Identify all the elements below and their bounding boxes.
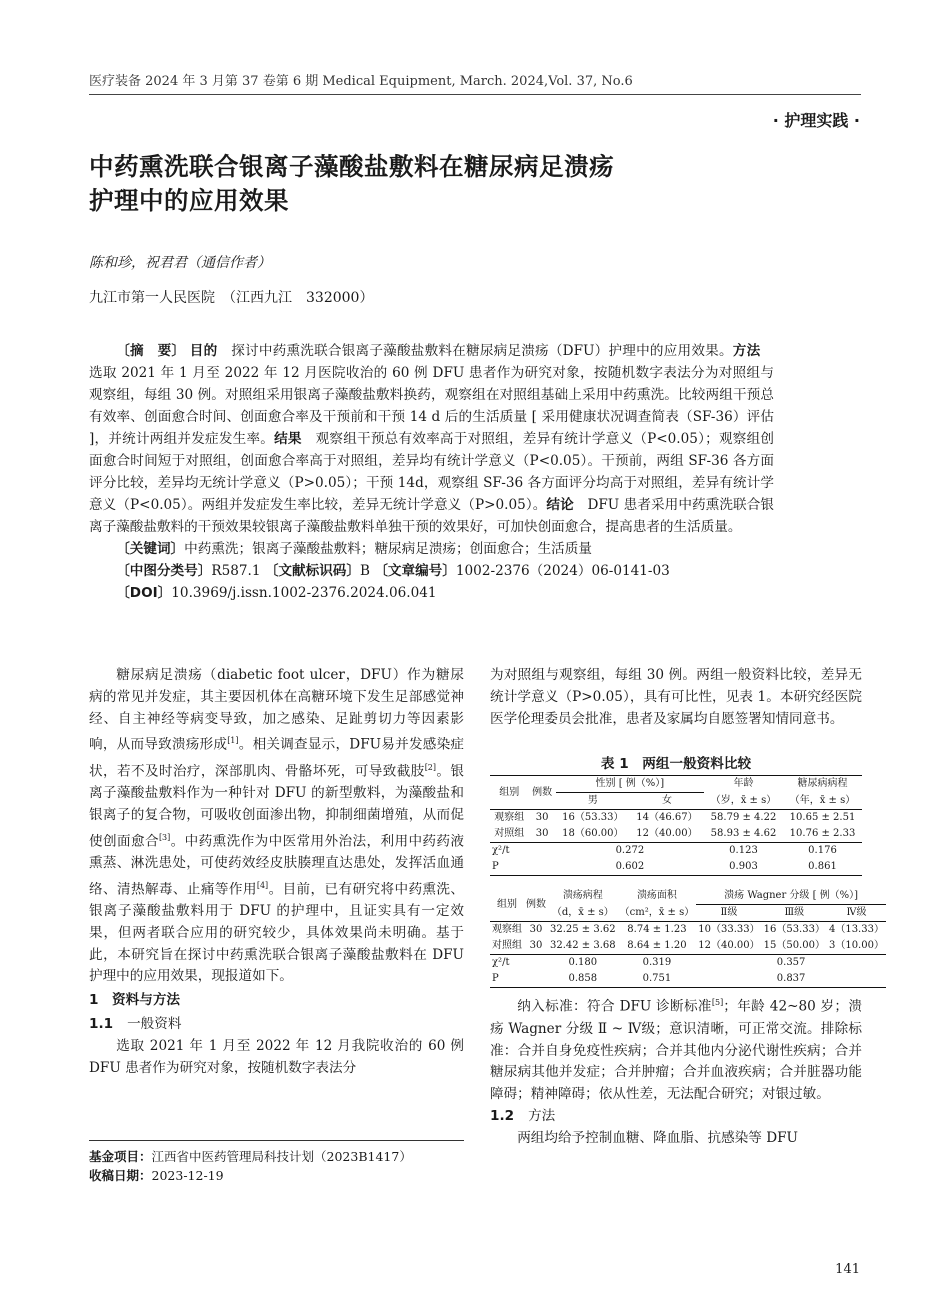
cell: 0.357: [776, 957, 806, 968]
cell: 4（13.33）: [828, 924, 884, 935]
affiliation: 九江市第一人民医院 （江西九江 332000）: [89, 290, 374, 306]
ref-1: [1]: [227, 736, 239, 746]
cell: 58.93 ± 4.62: [710, 828, 777, 839]
th-ulcer-course-unit: （d，x̄ ± s）: [551, 906, 614, 918]
cell: 对照组: [492, 940, 522, 951]
table-row: [490, 843, 862, 860]
ref-2: [2]: [424, 762, 437, 772]
table-1-part-2: [490, 888, 886, 988]
cell: 观察组: [494, 812, 525, 823]
funding-line: [89, 1147, 464, 1166]
th-wagner: 溃疡 Wagner 分级 [ 例（%）]: [696, 888, 886, 905]
table-row: [490, 922, 886, 939]
heading-1-1: [89, 1014, 464, 1036]
keywords-label: 〔关键词〕: [116, 541, 185, 557]
heading-1-2-num: 1.2: [490, 1107, 515, 1124]
funding: 江西省中医药管理局科技计划（2023B1417）: [151, 1149, 412, 1164]
cell: 8.64 ± 1.20: [627, 940, 687, 951]
abstract: [89, 340, 774, 604]
th-grade-4: Ⅳ级: [846, 907, 867, 918]
cell: 0.837: [776, 973, 806, 984]
cell: χ²/t: [492, 845, 510, 856]
intro-text-1: 糖尿病足溃疡（diabetic foot ulcer，DFU）作为糖尿病的常见并发症，其主要因机体在高糖环境下发生足部感觉神经、自主神经等病变导致，加之感染、足趾剪切力等因素影响，从而导致溃疡形成: [89, 667, 464, 753]
heading-1-2: [490, 1106, 862, 1128]
section-1-1-paragraph: 选取 2021 年 1 月至 2022 年 12 月我院收治的 60 例 DFU 患者作为研究对象，按随机数字表法分: [89, 1037, 464, 1076]
cell: 对照组: [494, 828, 525, 839]
th-ulcer-area: 溃疡面积: [636, 890, 677, 902]
cell: 0.751: [642, 973, 672, 984]
abstract-objective: 探讨中药熏洗联合银离子藻酸盐敷料在糖尿病足溃疡（DFU）护理中的应用效果。: [217, 343, 733, 359]
table-row: [490, 938, 886, 955]
ref-4: [4]: [256, 880, 269, 890]
th-count: 例数: [529, 776, 556, 810]
cell: 12（40.00）: [698, 940, 760, 951]
cell: P: [492, 861, 499, 872]
footnote: [89, 1140, 464, 1185]
cell: χ²/t: [492, 957, 510, 968]
cell: 30: [535, 812, 549, 823]
heading-1-2-text: 方法: [528, 1107, 556, 1124]
table-1-part-1: [490, 775, 862, 876]
artno: 1002-2376（2024）06-0141-03: [455, 563, 670, 579]
cell: 30: [535, 828, 549, 839]
section-tag: · 护理实践 ·: [772, 111, 860, 130]
title-line-2: 护理中的应用效果: [89, 186, 289, 215]
abstract-label: 〔摘 要〕: [116, 343, 186, 359]
cell: 0.319: [642, 957, 672, 968]
intro-text-2: 。相关调查显示，DFU易并发感染症状，若不及时治疗，深部肌肉、骨骼坏死，可导致截肢: [89, 736, 464, 780]
cell: 0.602: [615, 861, 645, 872]
clc: R587.1: [211, 563, 261, 579]
cell: 0.861: [808, 861, 837, 872]
th-ulcer-course: 溃疡病程: [562, 890, 603, 902]
cell: 3（10.00）: [828, 940, 884, 951]
cell: 观察组: [492, 924, 522, 935]
th-ulcer-area-unit: （cm²，x̄ ± s）: [619, 906, 695, 918]
intro-text-4: 。中药熏洗作为中医常用外治法，利用中药药液熏蒸、淋洗患处，可使药效经皮肤腠理直达患处，发挥活血通络、清热解毒、止痛等作用: [89, 833, 465, 898]
cell: 0.123: [729, 845, 758, 856]
th-female: 女: [661, 795, 672, 806]
intro-text-3: 。银离子藻酸盐敷料作为一种针对 DFU 的新型敷料，为藻酸盐和银离子的复合物，可吸收创面渗出物，抑制细菌增殖，从而促使创面愈合: [89, 763, 465, 850]
cell: P: [492, 973, 499, 984]
heading-1: 1 资料与方法: [89, 992, 181, 1009]
doi-line: [89, 582, 774, 604]
doccode-label: 〔文献标识码〕: [264, 563, 360, 579]
section-1-2-paragraph: 两组均给予控制血糖、降血脂、抗感染等 DFU: [517, 1129, 798, 1146]
doi: 10.3969/j.issn.1002-2376.2024.06.041: [171, 585, 437, 601]
cell: 30: [529, 940, 543, 951]
criteria-text-1: 纳入标准：符合 DFU 诊断标准: [517, 998, 712, 1015]
cell: 10.76 ± 2.33: [789, 828, 856, 839]
table-row: [490, 955, 886, 972]
cell: 16（53.33）: [562, 812, 624, 823]
left-column: [89, 665, 464, 1079]
th-age: 年龄: [733, 778, 754, 790]
header-rule: [89, 94, 861, 95]
ref-3: [3]: [158, 832, 171, 842]
table-row: [490, 810, 862, 827]
continued-paragraph: 为对照组与观察组，每组 30 例。两组一般资料比较，差异无统计学意义（P>0.05），具有可比性，见表 1。本研究经医院医学伦理委员会批准，患者及家属均自愿签署知情同意书。: [490, 667, 862, 727]
keywords-line: [89, 538, 774, 560]
intro-text-5: 。目前，已有研究将中药熏洗、银离子藻酸盐敷料用于 DFU 的护理中，且证实具有一定效果，但两者联合应用的研究较少，具体效果尚未明确。基于此，本研究旨在探讨中药熏洗联合银离子藻酸盐敷料在 DFU 护理中的应用效果，现报道如下。: [89, 881, 465, 985]
cell: 0.180: [568, 957, 598, 968]
abstract-body: [89, 340, 774, 538]
cell: 0.903: [729, 861, 758, 872]
classification-line: [89, 560, 774, 582]
abstract-conclusion: DFU 患者采用中药熏洗联合银离子藻酸盐敷料的干预效果较银离子藻酸盐敷料单独干预的效果好，可加快创面愈合，提高患者的生活质量。: [89, 497, 774, 535]
criteria-text-2: ；年龄 42~80 岁；溃疡 Wagner 分级 Ⅱ ~ Ⅳ级；意识清晰，可正常交流。排除标准：合并自身免疫性疾病；合并其他内分泌代谢性疾病；合并糖尿病其他并发症；合并肿瘤；合并血液疾病；合并脏器功能障碍；精神障碍；依从性差，无法配合研究；对银过敏。: [490, 998, 862, 1103]
cell: 32.42 ± 3.68: [550, 940, 616, 951]
cell: 10（33.33）: [698, 924, 760, 935]
cell: 16（53.33）: [763, 924, 825, 935]
abstract-result-head: 结果: [274, 431, 302, 447]
criteria-paragraph: [490, 992, 862, 1106]
cell: 12（40.00）: [636, 828, 698, 839]
abstract-method: 选取 2021 年 1 月至 2022 年 12 月医院收治的 60 例 DFU 患者作为研究对象，按随机数字表法分为对照组与观察组，每组 30 例。对照组采用银离子藻酸盐敷料换药，观察组在对照组基础上采用中药熏洗。比较两组干预总有效率、创面愈合时间、创面愈合率及干预前和干预 14 d 后的生活质量 [ 采用健康状况调查简表（SF-36）评估 ]，并统计两组并发症发生率。: [89, 343, 775, 447]
doi-label: 〔DOI〕: [116, 585, 172, 601]
cell: 14（46.67）: [636, 812, 698, 823]
article-title: [89, 150, 829, 218]
cell: 32.25 ± 3.62: [550, 924, 616, 935]
cell: 10.65 ± 2.51: [789, 812, 856, 823]
th-group: 组别: [490, 776, 529, 810]
th-course: 糖尿病病程: [797, 778, 848, 790]
cell: 0.272: [615, 845, 645, 856]
received-line: [89, 1166, 464, 1185]
th-course-unit: （年，x̄ ± s）: [789, 794, 856, 806]
doccode: B: [359, 563, 370, 579]
heading-1-1-num: 1.1: [89, 1016, 114, 1033]
keywords: 中药熏洗；银离子藻酸盐敷料；糖尿病足溃疡；创面愈合；生活质量: [184, 541, 592, 557]
th-group: 组别: [490, 888, 524, 922]
authors: 陈和珍，祝君君（通信作者）: [89, 255, 271, 271]
abstract-objective-head: 目的: [189, 343, 218, 359]
clc-label: 〔中图分类号〕: [116, 563, 212, 579]
received-label: 收稿日期：: [89, 1168, 152, 1183]
cell: 0.858: [568, 973, 598, 984]
th-sex: 性别 [ 例（%）]: [556, 776, 704, 793]
artno-label: 〔文章编号〕: [374, 563, 456, 579]
intro-paragraph: [89, 665, 464, 988]
abstract-conclusion-head: 结论: [546, 497, 574, 513]
abstract-result: 观察组干预总有效率高于对照组，差异有统计学意义（P<0.05）；观察组创面愈合时间短于对照组，创面愈合率高于对照组，差异均有统计学意义（P<0.05）。干预前，两组 SF-36 各方面评分比较，差异均无统计学意义（P>0.05）；干预 14d，观察组 SF-36 各方面评分均高于对照组，差异有统计学意义（P<0.05）。两组并发症发生率比较，差异无统计学意义（P>0.05）。: [89, 431, 774, 513]
cell: 8.74 ± 1.23: [627, 924, 687, 935]
th-age-unit: （岁，x̄ ± s）: [710, 794, 777, 806]
page-number: 141: [835, 1262, 860, 1277]
heading-1-1-text: 一般资料: [127, 1016, 182, 1033]
cell: 15（50.00）: [763, 940, 825, 951]
cell: 58.79 ± 4.22: [710, 812, 777, 823]
ref-5: [5]: [711, 998, 724, 1008]
th-grade-2: Ⅱ级: [720, 907, 738, 918]
cell: 30: [529, 924, 543, 935]
table-caption: 表 1 两组一般资料比较: [600, 756, 752, 772]
journal-header: 医疗装备 2024 年 3 月第 37 卷第 6 期 Medical Equipment, March. 2024,Vol. 37, No.6: [89, 74, 633, 89]
table-row: [490, 826, 862, 843]
funding-label: 基金项目：: [89, 1149, 152, 1164]
cell: 0.176: [808, 845, 837, 856]
th-male: 男: [587, 795, 598, 806]
th-grade-3: Ⅲ级: [784, 907, 805, 918]
cell: 18（60.00）: [562, 828, 624, 839]
abstract-method-head: 方法: [732, 343, 761, 359]
table-row: [490, 971, 886, 988]
title-line-1: 中药熏洗联合银离子藻酸盐敷料在糖尿病足溃疡: [89, 152, 614, 181]
table-row: [490, 859, 862, 876]
th-count: 例数: [524, 888, 548, 922]
received-date: 2023-12-19: [151, 1168, 224, 1183]
